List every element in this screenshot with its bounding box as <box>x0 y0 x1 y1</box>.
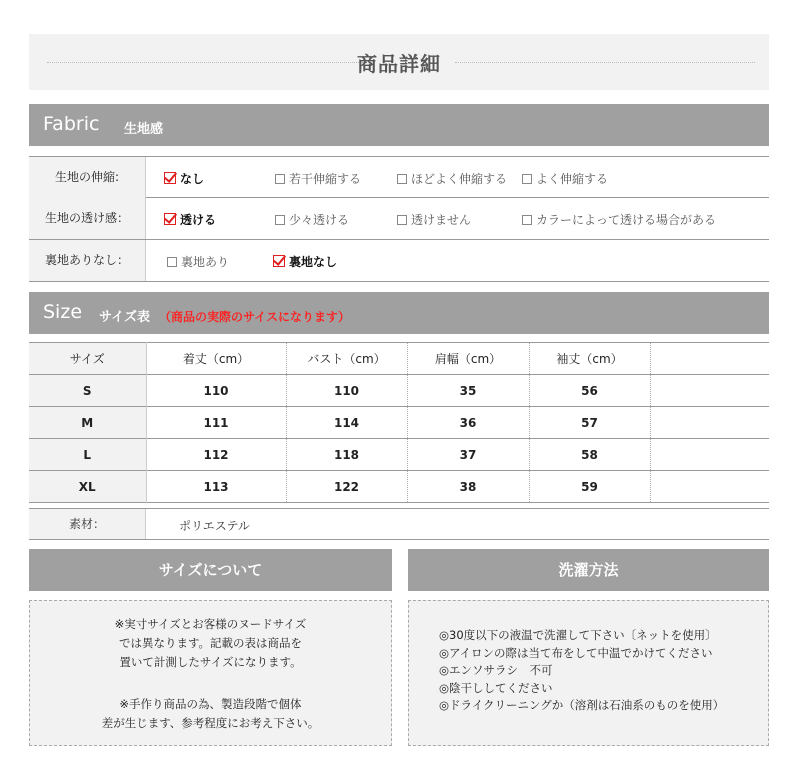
length-value: 113 <box>146 471 286 503</box>
fabric-section-header <box>29 104 769 146</box>
sleeve-col-header: 袖丈（cm） <box>529 343 650 375</box>
fabric-heading-en: Fabric <box>43 113 100 135</box>
empty-col-header <box>650 343 769 375</box>
shoulder-value: 36 <box>407 407 529 439</box>
checkbox-icon <box>275 174 285 184</box>
size-label: L <box>29 439 146 471</box>
option-sheer-by-color: カラーによって透ける場合がある <box>522 211 716 228</box>
about-size-note-1: ※実寸サイズとお客様のヌードサイズ では異なります。記載の表は商品を 置いて計測したサイズになります。 <box>114 617 307 669</box>
size-label: M <box>29 407 146 439</box>
shoulder-col-header: 肩幅（cm） <box>407 343 529 375</box>
shoulder-value: 38 <box>407 471 529 503</box>
size-label: XL <box>29 471 146 503</box>
size-heading-jp: サイズ表 <box>99 310 150 325</box>
sleeve-value: 58 <box>529 439 650 471</box>
checkbox-icon <box>275 215 285 225</box>
size-section-header <box>29 292 769 334</box>
fabric-heading-jp: 生地感 <box>124 122 164 137</box>
option-sheer-slight: 少々透ける <box>275 211 349 228</box>
empty-cell <box>650 375 769 407</box>
checkbox-icon <box>397 215 407 225</box>
checkbox-icon <box>522 174 532 184</box>
table-row <box>29 439 769 471</box>
about-size-header: サイズについて <box>29 549 392 591</box>
checkbox-icon <box>167 257 177 267</box>
empty-cell <box>650 407 769 439</box>
shoulder-value: 37 <box>407 439 529 471</box>
table-row <box>29 375 769 407</box>
size-table <box>29 342 769 503</box>
option-lining-yes: 裏地あり <box>167 253 229 270</box>
bust-value: 118 <box>286 439 407 471</box>
fabric-row-label: 生地の伸縮: <box>29 157 146 198</box>
checkbox-icon <box>522 215 532 225</box>
fabric-table <box>29 156 769 282</box>
washing-line: ◎30度以下の液温で洗濯して下さい〔ネットを使用〕 <box>439 628 717 642</box>
length-value: 110 <box>146 375 286 407</box>
option-stretch-none: なし <box>164 170 204 187</box>
washing-instructions <box>439 627 724 715</box>
fabric-row-lining <box>29 240 769 282</box>
table-row <box>29 471 769 503</box>
about-size-note-2: ※手作り商品の為、製造段階で個体 差が生じます、参考程度にお考え下さい。 <box>101 697 320 730</box>
size-label: S <box>29 375 146 407</box>
size-heading-en: Size <box>43 301 83 323</box>
fabric-row-stretch <box>29 156 769 198</box>
sleeve-value: 59 <box>529 471 650 503</box>
fabric-row-label: 生地の透け感： <box>29 198 146 239</box>
title-divider-right <box>455 62 755 63</box>
checked-box-icon <box>273 255 285 267</box>
empty-cell <box>650 471 769 503</box>
bust-value: 110 <box>286 375 407 407</box>
empty-cell <box>650 439 769 471</box>
checked-box-icon <box>164 213 176 225</box>
option-sheer-yes: 透ける <box>164 211 216 228</box>
page-title-band <box>29 34 769 90</box>
washing-line: ◎陰干ししてください <box>439 680 553 695</box>
bust-col-header: バスト（cm） <box>286 343 407 375</box>
sleeve-value: 57 <box>529 407 650 439</box>
washing-header: 洗濯方法 <box>408 549 769 591</box>
checkbox-icon <box>397 174 407 184</box>
fabric-row-label: 裏地ありなし： <box>29 240 146 281</box>
option-stretch-moderate: ほどよく伸縮する <box>397 170 507 187</box>
size-col-header: サイズ <box>29 343 146 375</box>
material-row <box>29 508 769 540</box>
option-lining-no: 裏地なし <box>273 253 337 270</box>
length-value: 111 <box>146 407 286 439</box>
length-col-header: 着丈（cm） <box>146 343 286 375</box>
material-value: ポリエステル <box>179 519 250 533</box>
size-note: （商品の実際のサイスになります） <box>159 310 351 324</box>
size-table-header-row <box>29 343 769 375</box>
checked-box-icon <box>164 172 176 184</box>
shoulder-value: 35 <box>407 375 529 407</box>
about-size-panel <box>29 600 392 746</box>
page-title: 商品詳細 <box>357 52 441 76</box>
washing-line: ◎アイロンの際は当て布をして中温でかけてください <box>439 645 713 660</box>
option-stretch-slight: 若干伸縮する <box>275 170 361 187</box>
sleeve-value: 56 <box>529 375 650 407</box>
bust-value: 122 <box>286 471 407 503</box>
washing-line: ◎エンソサラシ 不可 <box>439 663 553 677</box>
washing-panel <box>408 600 769 746</box>
bust-value: 114 <box>286 407 407 439</box>
length-value: 112 <box>146 439 286 471</box>
material-label: 素材： <box>29 509 146 539</box>
washing-line: ◎ドライクリーニングか（溶剤は石油系のものを使用） <box>439 698 725 712</box>
table-row <box>29 407 769 439</box>
option-sheer-no: 透けません <box>397 211 471 228</box>
option-stretch-high: よく伸縮する <box>522 170 608 187</box>
fabric-row-sheer <box>29 198 769 240</box>
